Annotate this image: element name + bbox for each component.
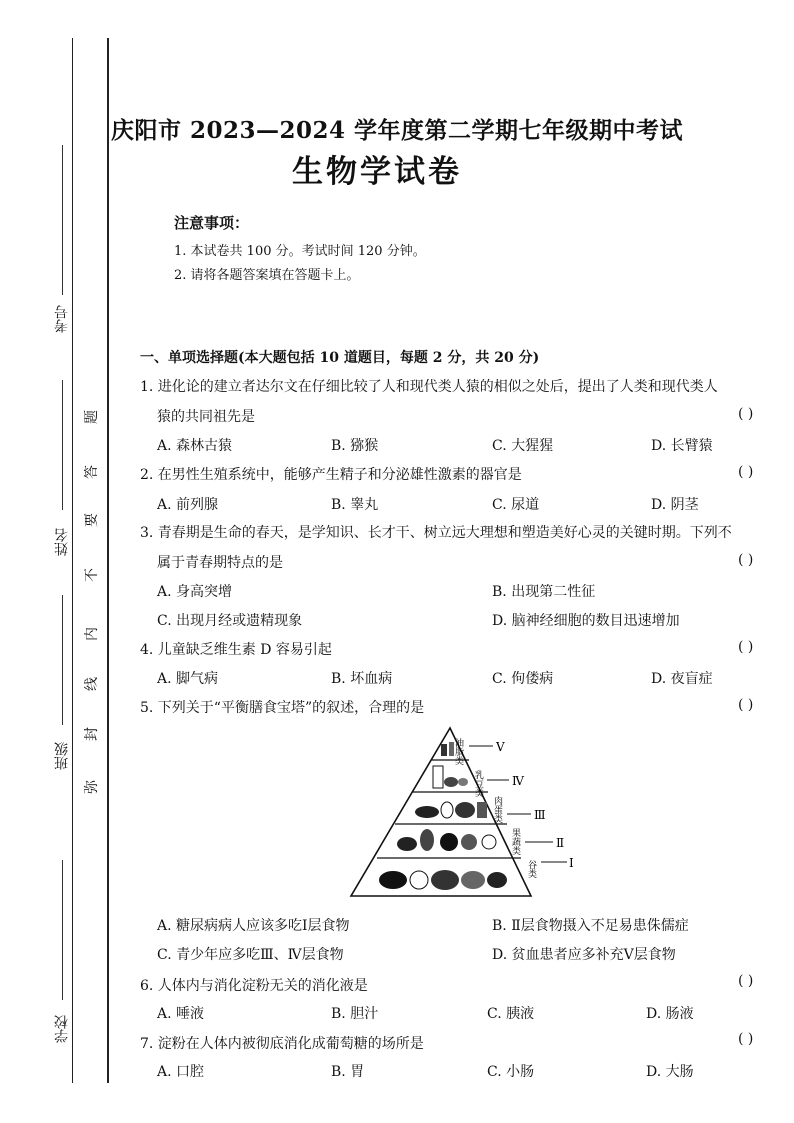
level-label: 果蔬类	[510, 828, 520, 855]
option: B. 睾丸	[331, 497, 379, 513]
option: B. 出现第二性征	[492, 584, 596, 600]
option: B. 猕猴	[331, 438, 379, 454]
option: D. 脑神经细胞的数目迅速增加	[492, 613, 680, 629]
sweet-potato-icon	[487, 872, 507, 888]
answer-paren: ( )	[738, 1031, 754, 1047]
option: D. 肠液	[646, 1006, 694, 1022]
option: A. 身高突增	[157, 584, 233, 600]
egg-icon	[441, 802, 453, 818]
option: A. 森林古猿	[157, 438, 233, 454]
seal-char: 封	[84, 727, 100, 741]
option: D. 阴茎	[651, 497, 699, 513]
answer-paren: ( )	[738, 552, 754, 568]
exam-no-label: 考号	[54, 305, 70, 333]
level-label: 乳豆类	[473, 770, 483, 797]
class-underline	[62, 595, 63, 725]
oil-bottle-icon	[441, 744, 447, 756]
option: A. 脚气病	[157, 671, 219, 687]
option: C. 出现月经或遗精现象	[157, 613, 303, 629]
seal-char: 题	[84, 410, 100, 424]
option: D. 夜盲症	[651, 671, 713, 687]
answer-paren: ( )	[738, 697, 754, 713]
option: C. 尿道	[492, 497, 540, 513]
fish-icon	[415, 806, 439, 818]
class-label: 班级	[54, 742, 70, 770]
bread-icon	[379, 871, 407, 889]
food-pyramid-figure	[345, 724, 585, 900]
option: B. Ⅱ层食物摄入不足易患侏儒症	[492, 918, 689, 934]
level-label: 肉蛋类	[492, 796, 502, 823]
answer-paren: ( )	[738, 973, 754, 989]
option: D. 长臂猿	[651, 438, 713, 454]
option: B. 胃	[331, 1064, 365, 1080]
question-stem: 1. 进化论的建立者达尔文在仔细比较了人和现代类人猿的相似之处后，提出了人类和现代类人	[140, 379, 718, 395]
school-label: 学校	[54, 1015, 70, 1043]
answer-paren: ( )	[738, 639, 754, 655]
answer-paren: ( )	[738, 406, 754, 422]
question-stem: 5. 下列关于“平衡膳食宝塔”的叙述，合理的是	[140, 700, 425, 716]
binding-line-inner	[107, 38, 109, 1083]
corn-icon	[461, 871, 485, 889]
question-stem-cont: 属于青春期特点的是	[157, 555, 283, 571]
milk-carton-icon	[433, 766, 443, 788]
seal-char: 内	[84, 627, 100, 641]
question-stem: 4. 儿童缺乏维生素 D 容易引起	[140, 642, 332, 658]
grape-icon	[482, 835, 496, 849]
level-numeral: Ⅰ	[569, 856, 574, 870]
option: A. 唾液	[157, 1006, 205, 1022]
name-underline	[62, 380, 63, 510]
option: C. 小肠	[487, 1064, 535, 1080]
bean-icon	[444, 777, 458, 787]
fruit-icon	[440, 833, 458, 851]
seal-char: 不	[84, 568, 100, 582]
meat-icon	[455, 802, 475, 818]
answer-paren: ( )	[738, 464, 754, 480]
vegetable-icon	[420, 829, 434, 851]
bean-icon	[458, 778, 468, 786]
option: B. 坏血病	[331, 671, 393, 687]
option: A. 糖尿病病人应该多吃Ⅰ层食物	[157, 918, 350, 934]
question-stem: 6. 人体内与消化淀粉无关的消化液是	[140, 978, 368, 994]
level-numeral: Ⅴ	[496, 740, 505, 754]
question-stem-cont: 猿的共同祖先是	[157, 409, 255, 425]
school-underline	[62, 860, 63, 1000]
meat-icon	[477, 802, 487, 818]
seal-char: 答	[84, 465, 100, 479]
level-label: 谷类	[526, 860, 536, 878]
section-heading: 一、单项选择题(本大题包括 10 道题目，每题 2 分，共 20 分)	[140, 350, 540, 366]
option: D. 贫血患者应多补充Ⅴ层食物	[492, 947, 676, 963]
option: C. 胰液	[487, 1006, 535, 1022]
bun-icon	[410, 871, 428, 889]
binding-line-outer	[72, 38, 73, 1083]
name-label: 姓名	[54, 528, 70, 556]
option: C. 佝偻病	[492, 671, 554, 687]
question-stem: 3. 青春期是生命的春天，是学知识、长才干、树立远大理想和塑造美好心灵的关键时期。下列不	[140, 525, 732, 541]
notice-item: 2. 请将各题答案填在答题卡上。	[174, 268, 360, 283]
bread-icon	[431, 870, 459, 890]
seal-char: 线	[84, 677, 100, 691]
option: A. 口腔	[157, 1064, 205, 1080]
option: D. 大肠	[646, 1064, 694, 1080]
level-numeral: Ⅱ	[556, 836, 565, 850]
exam-subtitle: 生物学试卷	[292, 154, 462, 190]
option: C. 大猩猩	[492, 438, 554, 454]
level-numeral: Ⅲ	[534, 808, 546, 822]
question-stem: 2. 在男性生殖系统中，能够产生精子和分泌雄性激素的器官是	[140, 467, 522, 483]
seal-char: 弥	[84, 780, 100, 794]
level-label: 油脂类	[453, 738, 463, 765]
option: B. 胆汁	[331, 1006, 379, 1022]
notice-item: 1. 本试卷共 100 分。考试时间 120 分钟。	[174, 244, 426, 259]
notice-title: 注意事项：	[174, 214, 250, 232]
fruit-icon	[461, 834, 477, 850]
question-stem: 7. 淀粉在人体内被彻底消化成葡萄糖的场所是	[140, 1036, 424, 1052]
level-numeral: Ⅳ	[512, 774, 524, 788]
exam-title: 庆阳市 2023—2024 学年度第二学期七年级期中考试	[110, 117, 684, 144]
option: A. 前列腺	[157, 497, 219, 513]
exam-no-underline	[62, 145, 63, 295]
option: C. 青少年应多吃Ⅲ、Ⅳ层食物	[157, 947, 344, 963]
vegetable-icon	[397, 837, 417, 851]
seal-char: 要	[84, 513, 100, 527]
